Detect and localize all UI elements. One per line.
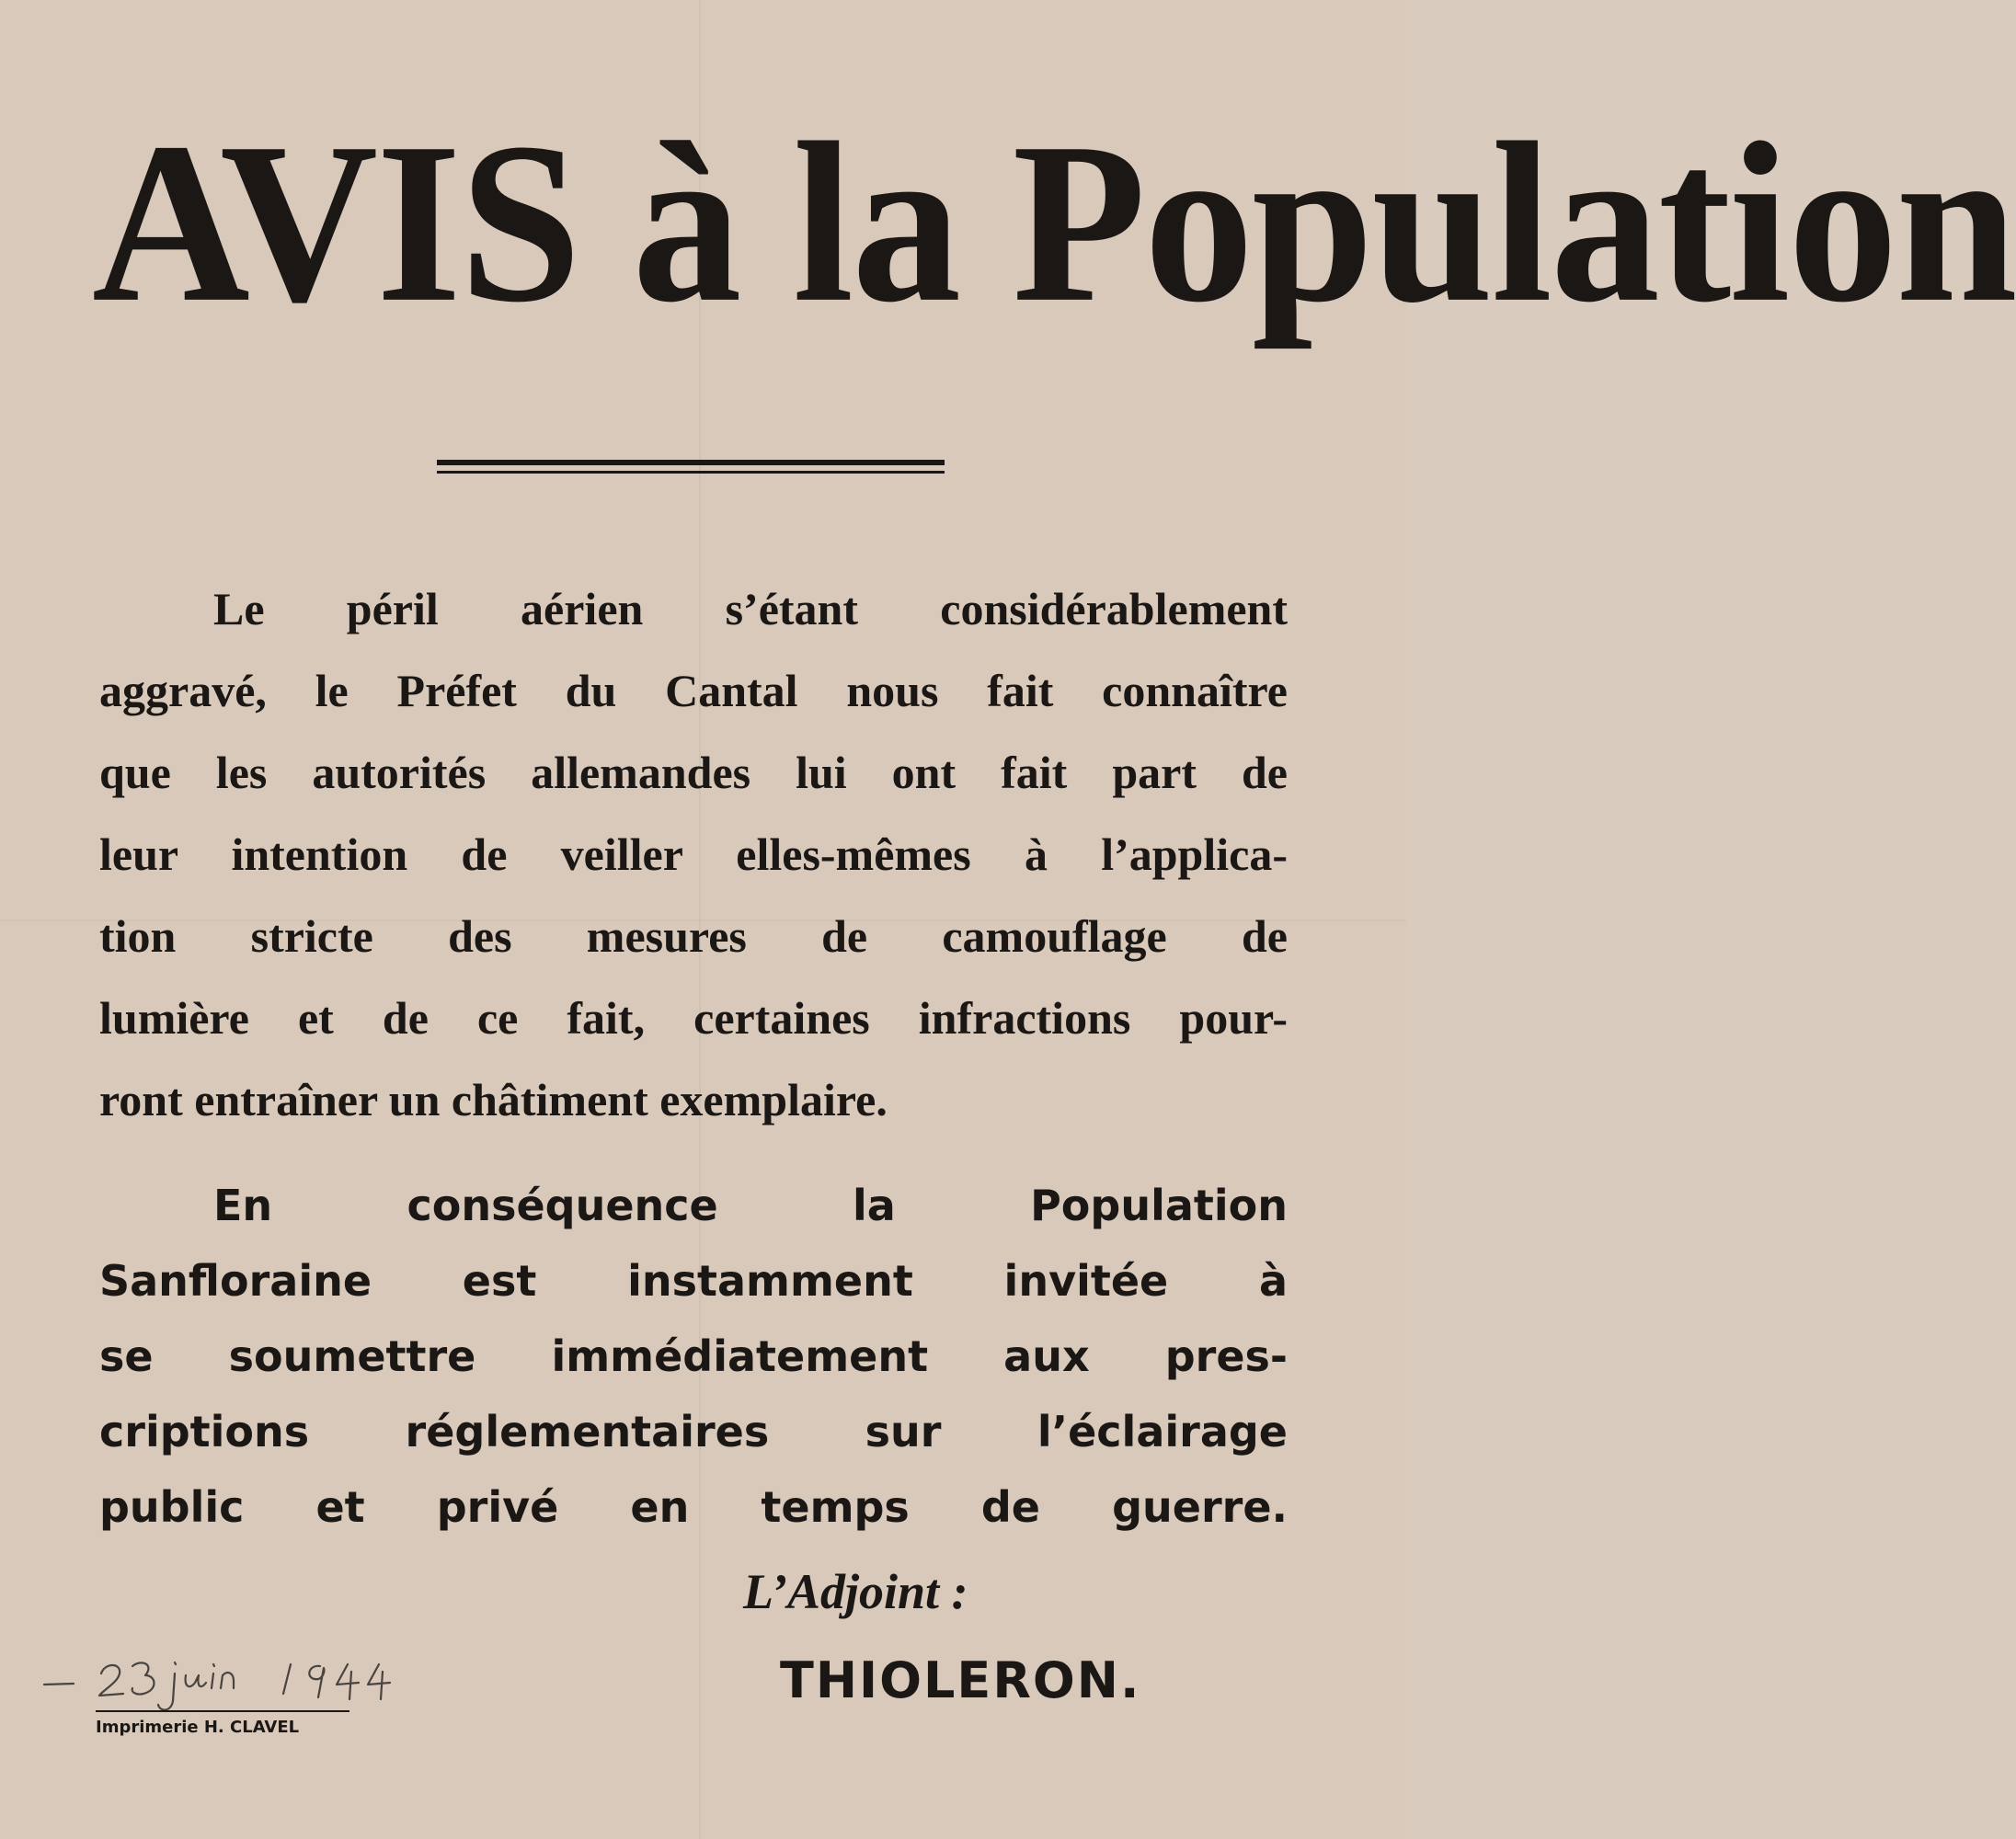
- paragraph-line: public et privé en temps de guerre.: [99, 1482, 1288, 1532]
- paragraph-line: Le péril aérien s’étant considérablement: [213, 583, 1288, 634]
- paragraph-line: se soumettre immédiatement aux pres-: [99, 1331, 1288, 1381]
- paragraph-line: lumière et de ce fait, certaines infractions pour-: [99, 992, 1288, 1044]
- paragraph-line: criptions réglementaires sur l’éclairage: [99, 1407, 1288, 1456]
- signature-role: L’Adjoint :: [743, 1564, 968, 1619]
- paragraph-line: leur intention de veiller elles-mêmes à l’applica-: [99, 828, 1288, 880]
- signature-name: THIOLERON.: [780, 1651, 1141, 1709]
- handwritten-date: [37, 1628, 441, 1719]
- title-rule-thin: [437, 471, 945, 474]
- paragraph-line: Sanfloraine est instamment invitée à: [99, 1256, 1288, 1306]
- paragraph-instruction: [99, 1168, 1288, 1545]
- printer-imprint: Imprimerie H. CLAVEL: [96, 1718, 300, 1737]
- imprint-rule: [96, 1710, 349, 1712]
- paragraph-notice: [99, 568, 1288, 1141]
- paragraph-line: aggravé, le Préfet du Cantal nous fait connaître: [99, 665, 1288, 716]
- paragraph-line: ront entraîner un châtiment exemplaire.: [99, 1074, 888, 1125]
- paragraph-line: que les autorités allemandes lui ont fait part de: [99, 747, 1288, 798]
- title-rule-thick: [437, 460, 945, 465]
- paragraph-line: En conséquence la Population: [213, 1181, 1288, 1230]
- poster-title: AVIS à la Population: [92, 96, 2016, 350]
- paragraph-line: tion stricte des mesures de camouflage de: [99, 910, 1288, 962]
